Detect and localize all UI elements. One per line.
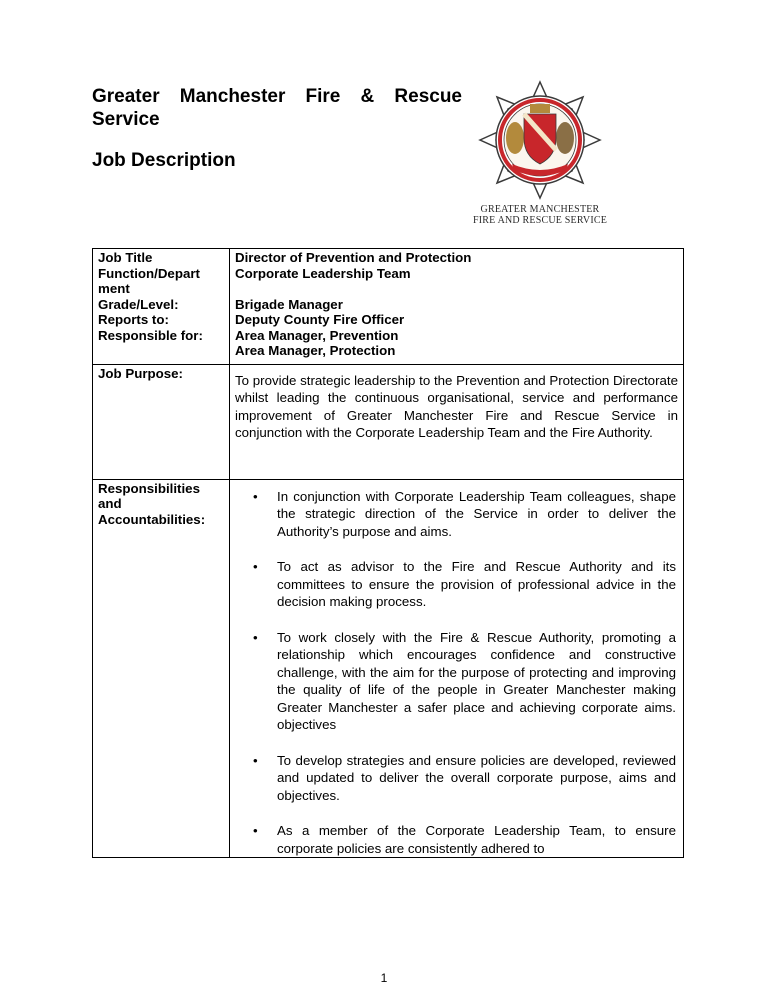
value: Area Manager, Prevention	[235, 327, 399, 343]
bullet: •	[253, 752, 258, 768]
list-item	[235, 558, 678, 611]
fire-service-crest-icon	[466, 80, 614, 200]
label: Job Title	[98, 250, 153, 265]
list-item-text: In conjunction with Corporate Leadership Team colleagues, shape the strategic direction of the Service in order to deliver the Authority’s purpose and aims.	[277, 488, 676, 539]
job-title-label	[93, 249, 230, 365]
label: Grade/Level:	[98, 296, 179, 312]
bullet: •	[253, 488, 258, 504]
list-item-text: To work closely with the Fire & Rescue Authority, promoting a relationship which encourages confidence and constructive challenge, with the aim for the purpose of protecting and improving the quality of life of the people in Greater Manchester making Greater Manchester a safer place and achieving corporate aims. objectives	[277, 629, 676, 732]
label: Reports to:	[98, 312, 169, 327]
list-item-text: As a member of the Corporate Leadership Team, to ensure corporate policies are consistently adhered to	[277, 823, 676, 856]
bullet: •	[253, 629, 258, 645]
list-item	[235, 822, 678, 857]
doc-title: Job Description	[92, 150, 236, 171]
label: Function/Depart ment	[98, 265, 200, 296]
responsibilities-cell	[230, 479, 684, 858]
bullet: •	[253, 559, 258, 574]
list-item	[235, 629, 678, 734]
value: Director of Prevention and Protection	[235, 250, 472, 265]
list-item	[235, 488, 678, 541]
job-title-values	[230, 249, 684, 365]
value: Area Manager, Protection	[235, 343, 396, 358]
page-number: 1	[380, 971, 388, 985]
logo-line1: GREATER MANCHESTER	[480, 204, 600, 215]
value: Corporate Leadership Team	[235, 265, 411, 281]
job-details-table	[92, 248, 684, 858]
value: Brigade Manager	[235, 296, 343, 312]
logo	[466, 80, 614, 230]
logo-line2: FIRE AND RESCUE SERVICE	[472, 215, 608, 226]
label: Responsible for:	[98, 327, 203, 343]
table-row	[93, 249, 684, 365]
list-item-text: To act as advisor to the Fire and Rescue Authority and its committees to ensure the provision of professional advice in the decision making process.	[277, 559, 676, 609]
job-purpose-label: Job Purpose:	[93, 364, 230, 479]
bullet: •	[253, 823, 258, 838]
org-title: Greater Manchester Fire & Rescue Service	[92, 86, 462, 130]
responsibilities-label: Responsibilities and Accountabilities:	[93, 479, 230, 858]
responsibilities-list	[235, 481, 678, 858]
job-purpose-text: To provide strategic leadership to the Prevention and Protection Directorate whilst leading the continuous organisational, service and performance improvement of Greater Manchester Fire and Rescue Service in conjunction with the Corporate Leadership Team and the Fire Authority.	[230, 364, 684, 479]
list-item	[235, 752, 678, 805]
value: Deputy County Fire Officer	[235, 312, 405, 327]
list-item-text: To develop strategies and ensure policies are developed, reviewed and updated to deliver the overall corporate purpose, aims and objectives.	[277, 752, 676, 803]
table-row	[93, 479, 684, 858]
table-row	[93, 364, 684, 479]
